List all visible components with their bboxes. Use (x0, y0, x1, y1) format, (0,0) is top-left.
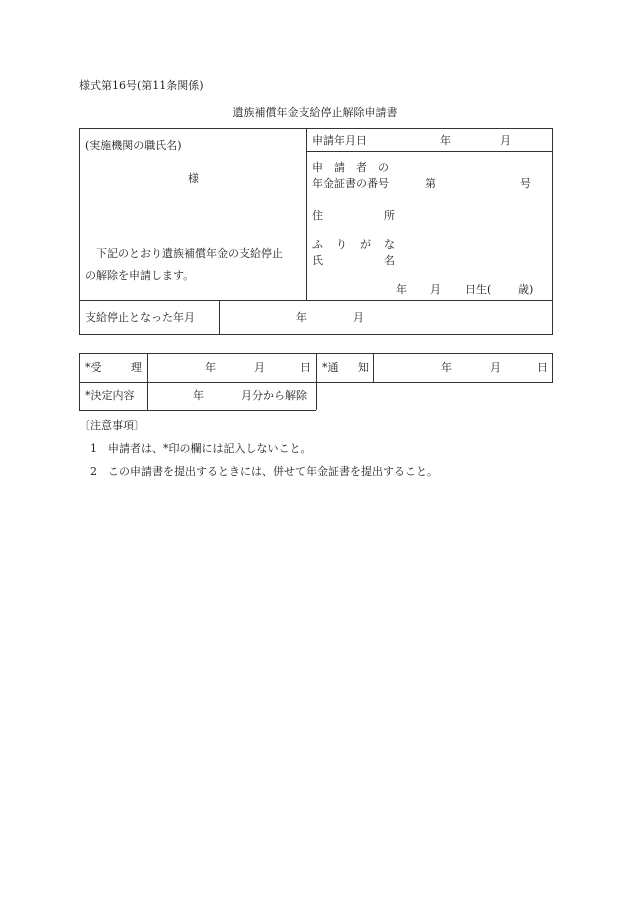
honorific-sama: 様 (188, 172, 199, 185)
name-label-char1: 氏 (312, 254, 323, 267)
decision-year: 年 (193, 389, 204, 402)
addressee-label: (実施機関の職氏名) (85, 139, 182, 152)
birth-year: 年 (396, 283, 407, 296)
suspension-year: 年 (296, 311, 307, 324)
note-1-number: 1 (90, 442, 97, 455)
pension-number-label-line1: 申 請 者 の (312, 161, 389, 174)
pension-number-label-line2: 年金証書の番号 (312, 177, 389, 190)
column-divider (306, 128, 307, 300)
office-bottom-border (79, 410, 316, 411)
notes-heading: 〔注意事項〕 (79, 419, 145, 432)
application-date-label: 申請年月日 (312, 134, 367, 147)
receipt-day: 日 (300, 361, 311, 374)
decision-label: *決定内容 (85, 389, 135, 402)
receipt-label-char1: *受 (85, 361, 102, 374)
furigana-label-char2: り (336, 238, 347, 251)
pension-number-prefix: 第 (425, 177, 436, 190)
suspension-row-divider (79, 300, 553, 301)
furigana-label-char1: ふ (312, 238, 323, 251)
office-center-divider (316, 353, 317, 410)
notice-month: 月 (490, 361, 501, 374)
form-outer-border (79, 128, 553, 335)
receipt-month: 月 (254, 361, 265, 374)
office-left-border (79, 353, 80, 410)
address-label-char1: 住 (312, 209, 323, 222)
note-2-text: この申請書を提出するときには、併せて年金証書を提出すること。 (108, 465, 438, 478)
office-right-border (552, 353, 553, 382)
pension-number-suffix: 号 (520, 177, 531, 190)
birth-day-born: 日生( (465, 283, 492, 296)
application-date-month: 月 (500, 134, 511, 147)
suspension-month: 月 (353, 311, 364, 324)
office-label-divider (147, 353, 148, 410)
form-number: 様式第16号(第11条関係) (79, 79, 204, 92)
furigana-label-char4: な (384, 238, 395, 251)
notice-year: 年 (441, 361, 452, 374)
date-row-divider (306, 151, 552, 152)
notice-day: 日 (537, 361, 548, 374)
request-text-line1: 下記のとおり遺族補償年金の支給停止 (96, 247, 283, 260)
birth-age: 歳) (518, 283, 534, 296)
application-date-year: 年 (440, 134, 451, 147)
suspension-label-divider (219, 300, 220, 335)
request-text-line2: の解除を申請します。 (85, 269, 195, 282)
name-label-char2: 名 (384, 254, 395, 267)
birth-month: 月 (430, 283, 441, 296)
notice-label-char1: *通 (322, 361, 339, 374)
decision-month-text: 月分から解除 (241, 389, 307, 402)
notice-label-char2: 知 (358, 361, 369, 374)
furigana-label-char3: が (360, 238, 371, 251)
notice-label-divider (373, 353, 374, 382)
note-1-text: 申請者は、*印の欄には記入しないこと。 (108, 442, 312, 455)
receipt-year: 年 (205, 361, 216, 374)
address-label-char2: 所 (384, 209, 395, 222)
receipt-label-char2: 理 (131, 361, 142, 374)
note-2-number: 2 (90, 465, 97, 478)
document-title: 遺族補償年金支給停止解除申請書 (232, 106, 398, 119)
suspension-label: 支給停止となった年月 (85, 311, 195, 324)
